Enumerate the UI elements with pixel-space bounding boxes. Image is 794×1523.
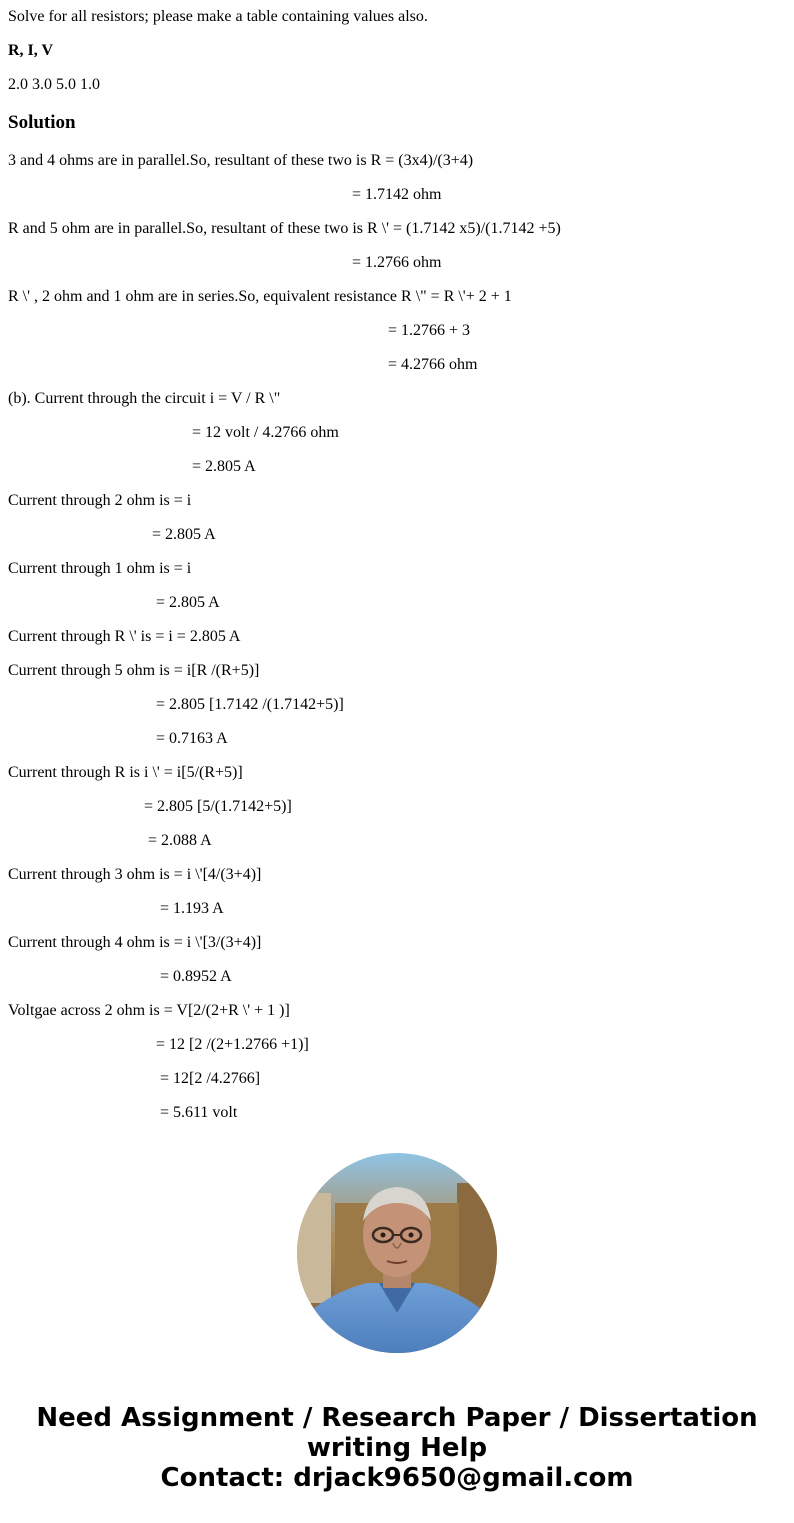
footer-line-1: Need Assignment / Research Paper / Dissertation bbox=[36, 1403, 758, 1433]
author-photo bbox=[297, 1153, 497, 1353]
solution-line: = 2.805 A bbox=[192, 458, 256, 475]
solution-heading: Solution bbox=[8, 112, 76, 133]
solution-line: Current through 3 ohm is = i \'[4/(3+4)] bbox=[8, 866, 262, 883]
solution-line: R and 5 ohm are in parallel.So, resultant of these two is R \' = (1.7142 x5)/(1.7142 +5) bbox=[8, 220, 561, 237]
solution-line: = 1.7142 ohm bbox=[352, 186, 442, 203]
solution-line: Current through R \' is = i = 2.805 A bbox=[8, 628, 241, 645]
solution-line: = 12[2 /4.2766] bbox=[160, 1070, 261, 1087]
solution-line: = 2.805 [1.7142 /(1.7142+5)] bbox=[156, 696, 344, 713]
solution-line: = 2.805 [5/(1.7142+5)] bbox=[144, 798, 292, 815]
solution-line: = 2.805 A bbox=[156, 594, 220, 611]
solution-line: Voltgae across 2 ohm is = V[2/(2+R \' + 1 )] bbox=[8, 1002, 290, 1019]
solution-line: = 2.805 A bbox=[152, 526, 216, 543]
solution-line: Current through 1 ohm is = i bbox=[8, 560, 192, 577]
solution-line: 3 and 4 ohms are in parallel.So, resultant of these two is R = (3x4)/(3+4) bbox=[8, 152, 474, 169]
solution-line: Current through 4 ohm is = i \'[3/(3+4)] bbox=[8, 934, 262, 951]
solution-line: R \' , 2 ohm and 1 ohm are in series.So, equivalent resistance R \" = R \'+ 2 + 1 bbox=[8, 288, 512, 305]
solution-line: Current through 2 ohm is = i bbox=[8, 492, 192, 509]
header-values: 2.0 3.0 5.0 1.0 bbox=[8, 76, 100, 93]
solution-line: = 12 volt / 4.2766 ohm bbox=[192, 424, 339, 441]
solution-line: Current through R is i \' = i[5/(R+5)] bbox=[8, 764, 243, 781]
solution-line: = 0.7163 A bbox=[156, 730, 228, 747]
question-text: Solve for all resistors; please make a table containing values also. bbox=[8, 8, 428, 25]
solution-line: = 1.193 A bbox=[160, 900, 224, 917]
footer-banner bbox=[0, 1403, 794, 1493]
solution-line: = 2.088 A bbox=[148, 832, 212, 849]
solution-line: = 4.2766 ohm bbox=[388, 356, 478, 373]
solution-line: Current through 5 ohm is = i[R /(R+5)] bbox=[8, 662, 260, 679]
solution-line: = 5.611 volt bbox=[160, 1104, 238, 1121]
solution-line: = 0.8952 A bbox=[160, 968, 232, 985]
footer-contact: Contact: drjack9650@gmail.com bbox=[160, 1463, 634, 1493]
solution-line: = 1.2766 + 3 bbox=[388, 322, 471, 339]
header-columns: R, I, V bbox=[8, 42, 54, 59]
solution-line: = 12 [2 /(2+1.2766 +1)] bbox=[156, 1036, 309, 1053]
solution-line: (b). Current through the circuit i = V / R \" bbox=[8, 390, 281, 407]
footer-line-2: writing Help bbox=[306, 1433, 488, 1463]
solution-line: = 1.2766 ohm bbox=[352, 254, 442, 271]
